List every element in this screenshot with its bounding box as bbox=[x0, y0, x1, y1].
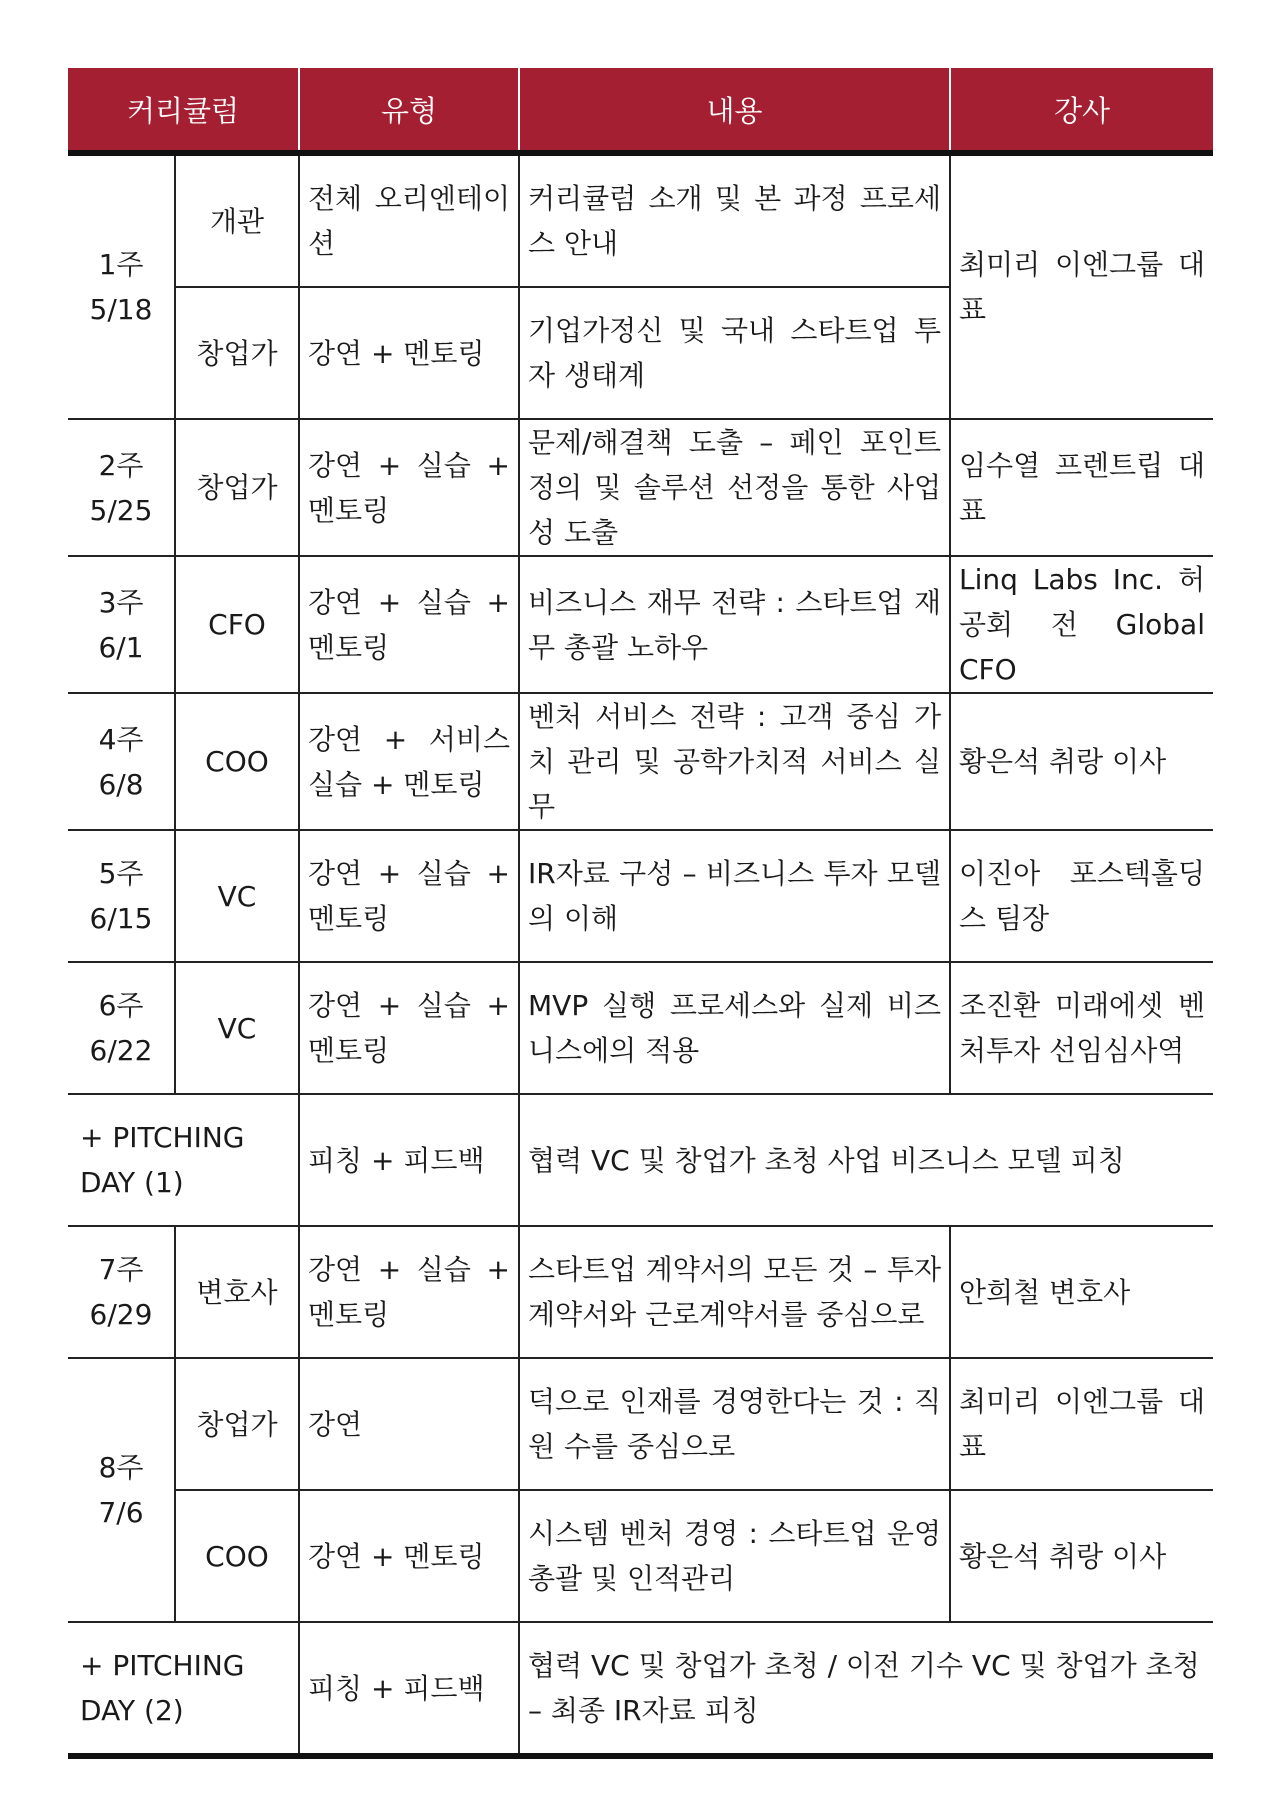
table-row bbox=[68, 693, 1213, 830]
type-cell: 강연 + 실습 + 멘토링 bbox=[299, 830, 519, 962]
role-cell: VC bbox=[175, 962, 299, 1094]
week-cell bbox=[68, 830, 175, 962]
type-cell: 피칭 + 피드백 bbox=[299, 1094, 519, 1226]
role-cell: VC bbox=[175, 830, 299, 962]
role-cell: 개관 bbox=[175, 153, 299, 287]
week-cell bbox=[68, 556, 175, 693]
content-cell: 시스템 벤처 경영 : 스타트업 운영총괄 및 인적관리 bbox=[519, 1490, 950, 1622]
type-cell: 강연 bbox=[299, 1358, 519, 1490]
content-cell: 협력 VC 및 창업가 초청 사업 비즈니스 모델 피칭 bbox=[519, 1094, 1213, 1226]
week-cell bbox=[68, 962, 175, 1094]
table-row bbox=[68, 1226, 1213, 1358]
week-cell bbox=[68, 1226, 175, 1358]
week-label: 5주 bbox=[98, 857, 144, 890]
type-cell: 강연 + 서비스 실습 + 멘토링 bbox=[299, 693, 519, 830]
header-content: 내용 bbox=[519, 68, 950, 153]
type-cell: 강연 + 멘토링 bbox=[299, 287, 519, 419]
role-cell: 창업가 bbox=[175, 1358, 299, 1490]
header-instructor: 강사 bbox=[950, 68, 1213, 153]
week-date: 6/1 bbox=[98, 630, 144, 664]
type-cell: 강연 + 실습 + 멘토링 bbox=[299, 556, 519, 693]
role-cell: 변호사 bbox=[175, 1226, 299, 1358]
type-cell: 강연 + 멘토링 bbox=[299, 1490, 519, 1622]
week-label: 6주 bbox=[98, 989, 144, 1022]
table-row bbox=[68, 1358, 1213, 1490]
content-cell: 스타트업 계약서의 모든 것 – 투자계약서와 근로계약서를 중심으로 bbox=[519, 1226, 950, 1358]
table-row bbox=[68, 556, 1213, 693]
type-cell: 강연 + 실습 + 멘토링 bbox=[299, 962, 519, 1094]
table-row bbox=[68, 1622, 1213, 1756]
week-cell bbox=[68, 153, 175, 419]
content-cell: 커리큘럼 소개 및 본 과정 프로세스 안내 bbox=[519, 153, 950, 287]
role-cell: COO bbox=[175, 1490, 299, 1622]
role-cell: CFO bbox=[175, 556, 299, 693]
header-row bbox=[68, 68, 1213, 153]
instructor-cell: 최미리 이엔그룹 대표 bbox=[950, 153, 1213, 419]
content-cell: 문제/해결책 도출 – 페인 포인트 정의 및 솔루션 선정을 통한 사업성 도출 bbox=[519, 419, 950, 556]
role-cell: 창업가 bbox=[175, 419, 299, 556]
type-cell: 전체 오리엔테이션 bbox=[299, 153, 519, 287]
week-label: 7주 bbox=[98, 1253, 144, 1286]
content-cell: 벤처 서비스 전략 : 고객 중심 가치 관리 및 공학가치적 서비스 실무 bbox=[519, 693, 950, 830]
instructor-cell: Linq Labs Inc. 허공회 전 Global CFO bbox=[950, 556, 1213, 693]
week-date: 6/22 bbox=[89, 1034, 153, 1067]
instructor-cell: 이진아 포스텍홀딩스 팀장 bbox=[950, 830, 1213, 962]
content-cell: 덕으로 인재를 경영한다는 것 : 직원 수를 중심으로 bbox=[519, 1358, 950, 1490]
content-cell: IR자료 구성 – 비즈니스 투자 모델의 이해 bbox=[519, 830, 950, 962]
table-row bbox=[68, 1490, 1213, 1622]
pitching-day-cell: + PITCHING DAY (1) bbox=[68, 1094, 299, 1226]
week-label: 1주 bbox=[98, 248, 144, 281]
week-label: 2주 bbox=[98, 448, 144, 482]
content-cell: 협력 VC 및 창업가 초청 / 이전 기수 VC 및 창업가 초청 – 최종 IR자료 피칭 bbox=[519, 1622, 1213, 1756]
week-date: 5/25 bbox=[89, 493, 153, 527]
type-cell: 피칭 + 피드백 bbox=[299, 1622, 519, 1756]
type-cell: 강연 + 실습 + 멘토링 bbox=[299, 1226, 519, 1358]
instructor-cell: 황은석 취랑 이사 bbox=[950, 1490, 1213, 1622]
role-cell: 창업가 bbox=[175, 287, 299, 419]
week-label: 3주 bbox=[98, 585, 144, 619]
week-cell bbox=[68, 693, 175, 830]
instructor-cell: 임수열 프렌트립 대표 bbox=[950, 419, 1213, 556]
instructor-cell: 최미리 이엔그룹 대표 bbox=[950, 1358, 1213, 1490]
content-cell: 기업가정신 및 국내 스타트업 투자 생태계 bbox=[519, 287, 950, 419]
instructor-cell: 황은석 취랑 이사 bbox=[950, 693, 1213, 830]
week-date: 6/15 bbox=[89, 902, 153, 935]
week-label: 8주 bbox=[98, 1451, 144, 1484]
table-row bbox=[68, 830, 1213, 962]
instructor-cell: 조진환 미래에셋 벤처투자 선임심사역 bbox=[950, 962, 1213, 1094]
week-label: 4주 bbox=[98, 722, 144, 756]
week-date: 6/29 bbox=[89, 1298, 153, 1331]
instructor-cell: 안희철 변호사 bbox=[950, 1226, 1213, 1358]
week-date: 7/6 bbox=[98, 1496, 144, 1529]
week-date: 5/18 bbox=[89, 293, 153, 326]
week-cell bbox=[68, 1358, 175, 1622]
content-cell: MVP 실행 프로세스와 실제 비즈니스에의 적용 bbox=[519, 962, 950, 1094]
table-row bbox=[68, 419, 1213, 556]
week-date: 6/8 bbox=[98, 767, 144, 801]
table-row bbox=[68, 1094, 1213, 1226]
curriculum-table bbox=[68, 68, 1213, 1759]
header-curriculum: 커리큘럼 bbox=[68, 68, 299, 153]
table-row bbox=[68, 153, 1213, 287]
pitching-day-cell: + PITCHING DAY (2) bbox=[68, 1622, 299, 1756]
role-cell: COO bbox=[175, 693, 299, 830]
type-cell: 강연 + 실습 + 멘토링 bbox=[299, 419, 519, 556]
table-row bbox=[68, 962, 1213, 1094]
header-type: 유형 bbox=[299, 68, 519, 153]
content-cell: 비즈니스 재무 전략 : 스타트업 재무 총괄 노하우 bbox=[519, 556, 950, 693]
week-cell bbox=[68, 419, 175, 556]
